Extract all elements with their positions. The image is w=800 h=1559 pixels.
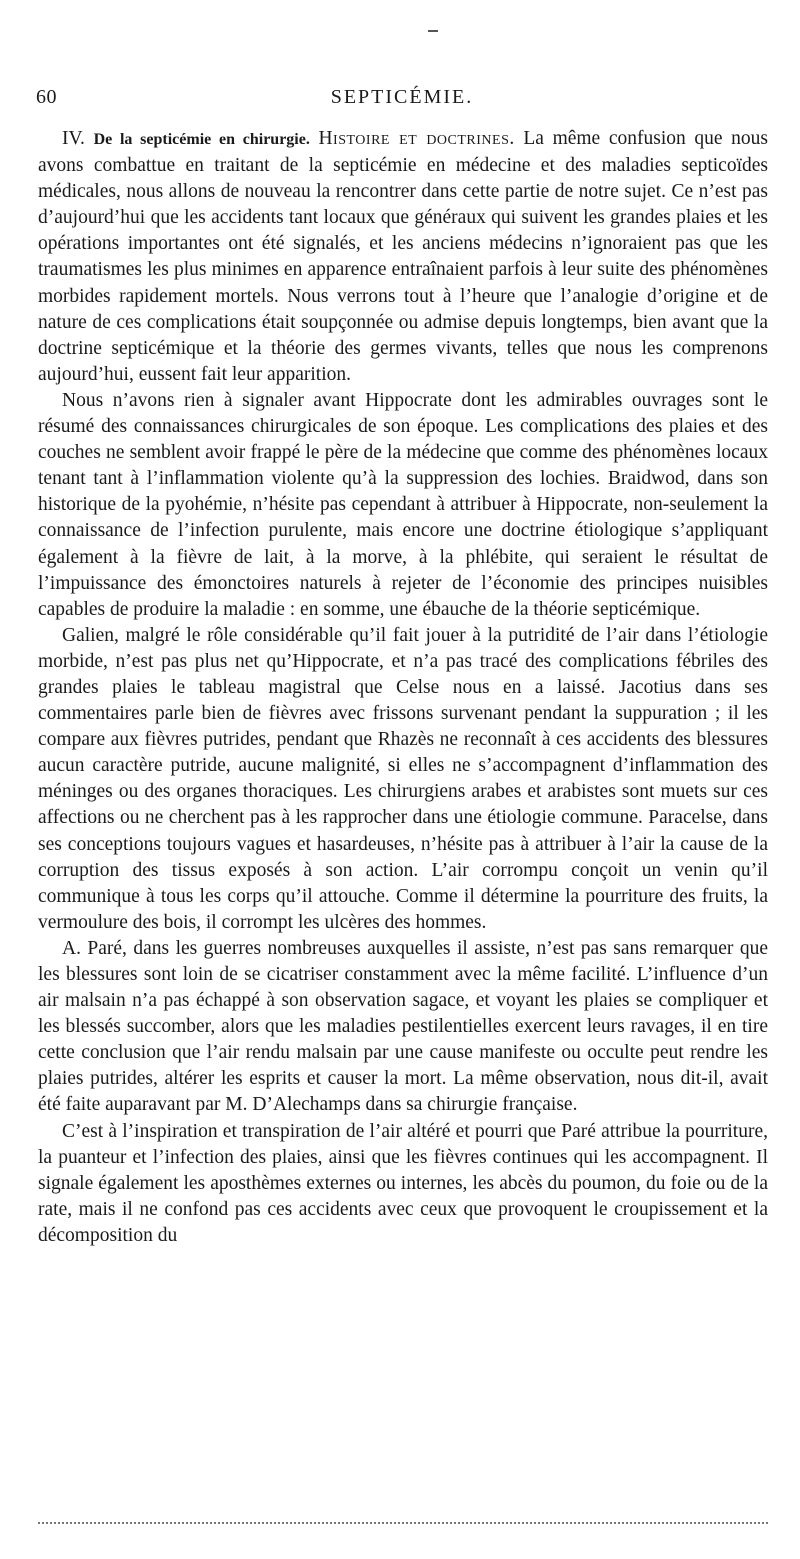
paragraph-4: A. Paré, dans les guerres nombreuses auxquelles il assiste, n’est pas sans remarquer que les blessures sont loin de se cicatriser constamment avec la même facilité. L’influence d’un air malsain n’a pas échappé à son observation sagace, et voyant les plaies se compliquer et les blessés succomber, alors que les maladies pestilentielles exercent leurs ravages, il en tire cette conclusion que l’air rendu malsain par une cause manifeste ou occulte peut rendre les plaies putrides, altérer les esprits et causer la mort. La même observation, nous dit-il, avait été faite auparavant par M. D’Alechamps dans sa chirurgie française. bbox=[38, 937, 768, 1116]
section-number: IV. bbox=[62, 128, 85, 149]
page-number: 60 bbox=[36, 86, 57, 108]
running-head: SEPTICÉMIE. bbox=[330, 86, 474, 108]
section-title: De la septicémie en chirurgie. bbox=[93, 131, 310, 148]
body-text bbox=[38, 126, 768, 1249]
paragraph-1 bbox=[38, 126, 768, 388]
paragraph-5: C’est à l’inspiration et transpiration de l’air altéré et pourri que Paré attribue la pourriture, la puanteur et l’infection des plaies, ainsi que les fièvres continues qui les accompagnent. Il signale également les aposthèmes externes ou internes, les abcès du poumon, du foie ou de la rate, mais il ne confond pas ces accidents avec ceux que provoquent le croupissement et la décomposition du bbox=[38, 1120, 768, 1246]
paragraph-text: La même confusion que nous avons combattue en traitant de la septicémie en médecine et des maladies septicoïdes médicales, nous allons de nouveau la rencontrer dans cette partie de notre sujet. Ce n’est pas d’aujourd’hui que les accidents tant locaux que généraux qui suivent les grandes plaies et les opérations importantes ont été signalés, et les anciens médecins n’ignoraient pas que les traumatismes les plus minimes en apparence entraînaient parfois à leur suite des phénomènes morbides rapidement mortels. Nous verrons tout à l’heure que l’analogie d’origine et de nature de ces complications était soupçonnée ou admise depuis longtemps, bien avant que la doctrine septicémique et la théorie des germes vivants, telles que nous les comprenons aujourd’hui, eussent fait leur apparition. bbox=[38, 128, 768, 385]
section-subtitle: Histoire et doctrines. bbox=[318, 128, 515, 149]
footer-rule bbox=[38, 1522, 768, 1524]
page-header bbox=[36, 86, 768, 116]
paragraph-2: Nous n’avons rien à signaler avant Hippocrate dont les admirables ouvrages sont le résumé des connaissances chirurgicales de son époque. Les complications des plaies et des couches ne semblent avoir frappé le père de la médecine que comme des phénomènes locaux tenant tant à l’inflammation violente qu’à la suppression des lochies. Braidwod, dans son historique de la pyohémie, n’hésite pas cependant à attribuer à Hippocrate, non-seulement la connaissance de l’infection purulente, mais encore une doctrine étiologique s’appliquant également à la fièvre de lait, à la morve, à la phlébite, qui seraient le résultat de l’impuissance des émonctoires naturels à rejeter de l’économie des principes nuisibles capables de produire la maladie : en somme, une ébauche de la théorie septicémique. bbox=[38, 389, 768, 620]
paragraph-3: Galien, malgré le rôle considérable qu’il fait jouer à la putridité de l’air dans l’étiologie morbide, n’est pas plus net qu’Hippocrate, et n’a pas tracé des complications fébriles des grandes plaies le tableau magistral que Celse nous en a laissé. Jacotius dans ses commentaires parle bien de fièvres avec frissons survenant pendant la suppuration ; il les compare aux fièvres putrides, pendant que Rhazès ne reconnaît à ces accidents des blessures aucun caractère putride, aucune malignité, si elles ne s’accompagnent d’inflammation des méninges ou des organes thoraciques. Les chirurgiens arabes et arabistes sont muets sur ces affections ou ne cherchent pas à les rapprocher dans une étiologie commune. Paracelse, dans ses conceptions toujours vagues et hasardeuses, n’hésite pas à attribuer à l’air la cause de la corruption des tissus exposés à son action. L’air corrompu conçoit un venin qu’il communique à tous les corps qu’il attouche. Comme il détermine la pourriture des fruits, la vermoulure des bois, il corrompt les ulcères des hommes. bbox=[38, 624, 768, 933]
page-mark bbox=[428, 30, 438, 32]
